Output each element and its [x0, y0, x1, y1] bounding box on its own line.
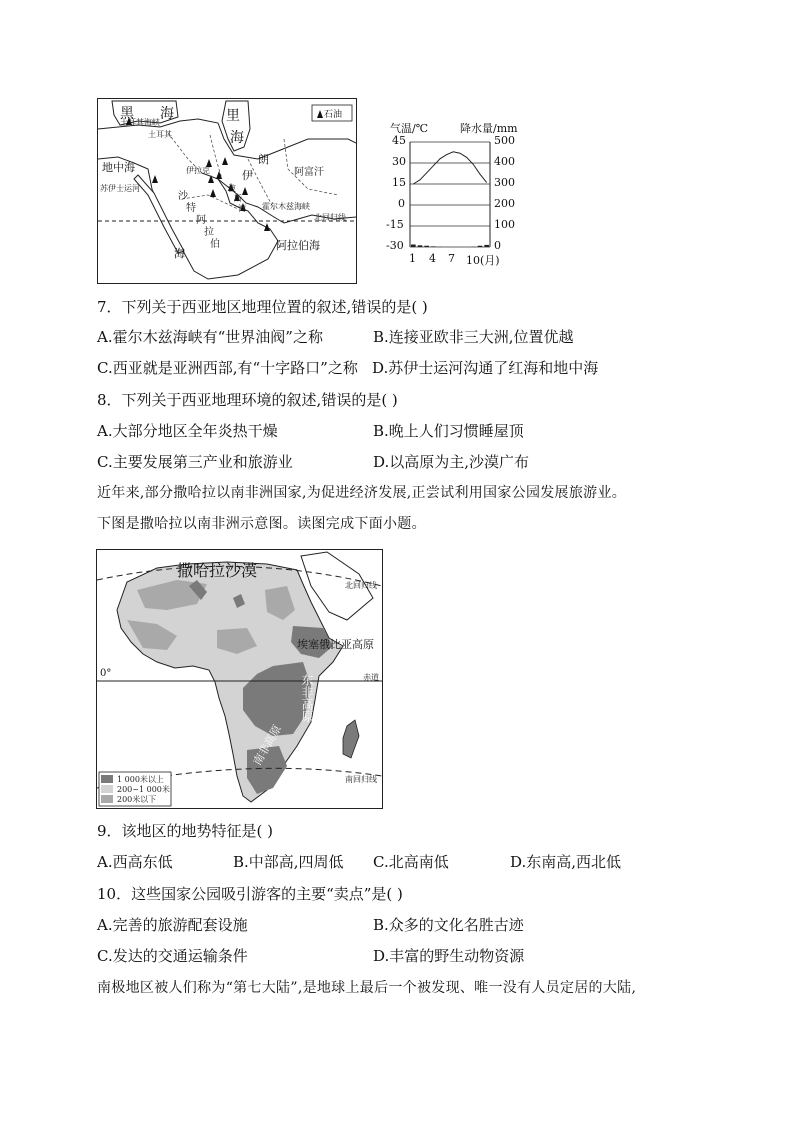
- label-iran-1: 伊: [242, 169, 253, 182]
- temp-tick-neg30: -30: [386, 239, 404, 252]
- label-mediterranean: 地中海: [102, 161, 135, 174]
- label-iraq: 伊拉克: [186, 166, 210, 175]
- q9-stem: 9．该地区的地势特征是( ): [97, 822, 274, 840]
- precip-axis-label: 降水量/mm: [460, 122, 518, 135]
- q10-option-c[interactable]: C.发达的交通运输条件: [97, 947, 248, 965]
- label-suez: 苏伊士运河: [100, 184, 140, 193]
- africa-map: [96, 549, 383, 809]
- label-saudi-4: 拉: [204, 227, 214, 238]
- month-tick-7: 7: [448, 252, 455, 265]
- q10-option-d[interactable]: D.丰富的野生动物资源: [373, 947, 525, 965]
- climate-chart: [380, 118, 530, 268]
- label-black-sea-1: 黑: [120, 106, 134, 122]
- label-gulf-3: 湾: [238, 204, 246, 213]
- q8-option-d[interactable]: D.以高原为主,沙漠广布: [373, 453, 530, 471]
- intro-line-2: 下图是撒哈拉以南非洲示意图。读图完成下面小题。: [97, 516, 426, 532]
- q9-option-a[interactable]: A.西高东低: [97, 853, 173, 871]
- label-zero-degree: 0°: [100, 668, 112, 679]
- label-ethiopia: 埃塞俄比亚高原: [297, 638, 374, 651]
- precip-tick-0: 0: [494, 239, 501, 252]
- temp-tick-neg15: -15: [386, 218, 404, 231]
- legend-oil-label: 石油: [324, 110, 343, 120]
- temp-tick-15: 15: [392, 176, 406, 189]
- label-gulf-1: 波: [228, 184, 236, 193]
- q8-option-a[interactable]: A.大部分地区全年炎热干燥: [97, 422, 278, 440]
- temp-tick-30: 30: [392, 155, 406, 168]
- label-east-africa-plateau: 东非高原: [300, 674, 314, 722]
- q10-option-b[interactable]: B.众多的文化名胜古迹: [373, 916, 524, 934]
- label-red-sea: 海: [174, 247, 185, 260]
- q10-stem: 10．这些国家公园吸引游客的主要“卖点”是( ): [97, 885, 403, 903]
- precip-tick-400: 400: [494, 155, 515, 168]
- precip-bar: [431, 246, 436, 247]
- label-equator: 赤道: [363, 673, 379, 682]
- label-turkey: 土耳其: [148, 130, 172, 139]
- precip-bar: [411, 244, 416, 247]
- legend-low: 200米以下: [117, 795, 157, 804]
- q7-stem: 7．下列关于西亚地区地理位置的叙述,错误的是( ): [97, 298, 428, 316]
- label-saudi-2: 特: [186, 203, 196, 214]
- temperature-curve: [413, 152, 486, 184]
- temp-tick-0: 0: [398, 197, 405, 210]
- label-turkish-strait: 土耳其海峡: [120, 118, 160, 127]
- month-tick-10: 10(月): [466, 254, 500, 267]
- q9-option-b[interactable]: B.中部高,四周低: [233, 853, 344, 871]
- precip-tick-500: 500: [494, 134, 515, 147]
- label-iran-2: 朗: [258, 153, 269, 166]
- label-saudi-1: 沙: [178, 191, 188, 202]
- label-south-africa-plateau: 南非高原: [250, 722, 284, 768]
- temp-tick-45: 45: [392, 134, 406, 147]
- label-tropic-south: 南回归线: [345, 775, 377, 784]
- africa-map-drawing: [97, 550, 382, 808]
- label-black-sea-2: 海: [160, 106, 174, 122]
- q7-option-a[interactable]: A.霍尔木兹海峡有“世界油阀”之称: [97, 328, 323, 346]
- label-caspian-2: 海: [230, 130, 244, 146]
- precip-bar: [424, 246, 429, 247]
- precip-bar: [478, 246, 483, 247]
- label-africa-tropic-north: 北回归线: [345, 581, 377, 590]
- precip-bar: [418, 245, 423, 247]
- label-caspian-1: 里: [226, 108, 240, 124]
- label-afghanistan: 阿富汗: [294, 167, 324, 178]
- q7-option-b[interactable]: B.连接亚欧非三大洲,位置优越: [373, 328, 574, 346]
- legend-high: 1 000米以上: [117, 775, 164, 784]
- q7-option-d[interactable]: D.苏伊士运河沟通了红海和地中海: [372, 359, 599, 377]
- precip-bar: [484, 245, 489, 247]
- label-tropic-north: 北回归线: [314, 213, 346, 222]
- precip-tick-200: 200: [494, 197, 515, 210]
- q8-stem: 8．下列关于西亚地理环境的叙述,错误的是( ): [97, 391, 398, 409]
- legend-mid: 200~1 000米: [117, 785, 170, 794]
- q7-option-c[interactable]: C.西亚就是亚洲西部,有“十字路口”之称: [97, 359, 358, 377]
- month-tick-1: 1: [409, 252, 416, 265]
- precip-tick-100: 100: [494, 218, 515, 231]
- q9-option-c[interactable]: C.北高南低: [373, 853, 449, 871]
- q8-option-c[interactable]: C.主要发展第三产业和旅游业: [97, 453, 293, 471]
- precip-tick-300: 300: [494, 176, 515, 189]
- q10-option-a[interactable]: A.完善的旅游配套设施: [97, 916, 248, 934]
- month-tick-4: 4: [429, 252, 436, 265]
- label-hormuz: 霍尔木兹海峡: [262, 202, 310, 211]
- label-gulf-2: 斯: [234, 194, 242, 203]
- label-sahara: 撒哈拉沙漠: [177, 561, 258, 580]
- label-saudi-5: 伯: [210, 239, 220, 250]
- q9-option-d[interactable]: D.东南高,西北低: [510, 853, 622, 871]
- q8-option-b[interactable]: B.晚上人们习惯睡屋顶: [373, 422, 524, 440]
- label-saudi-3: 阿: [196, 215, 206, 226]
- intro-line-1: 近年来,部分撒哈拉以南非洲国家,为促进经济发展,正尝试利用国家公园发展旅游业。: [97, 485, 627, 501]
- middle-east-map: [97, 98, 357, 284]
- label-arabian-sea: 阿拉伯海: [276, 239, 320, 252]
- temp-axis-label: 气温/℃: [390, 122, 429, 135]
- closing-line-1: 南极地区被人们称为“第七大陆”,是地球上最后一个被发现、唯一没有人员定居的大陆,: [97, 980, 637, 996]
